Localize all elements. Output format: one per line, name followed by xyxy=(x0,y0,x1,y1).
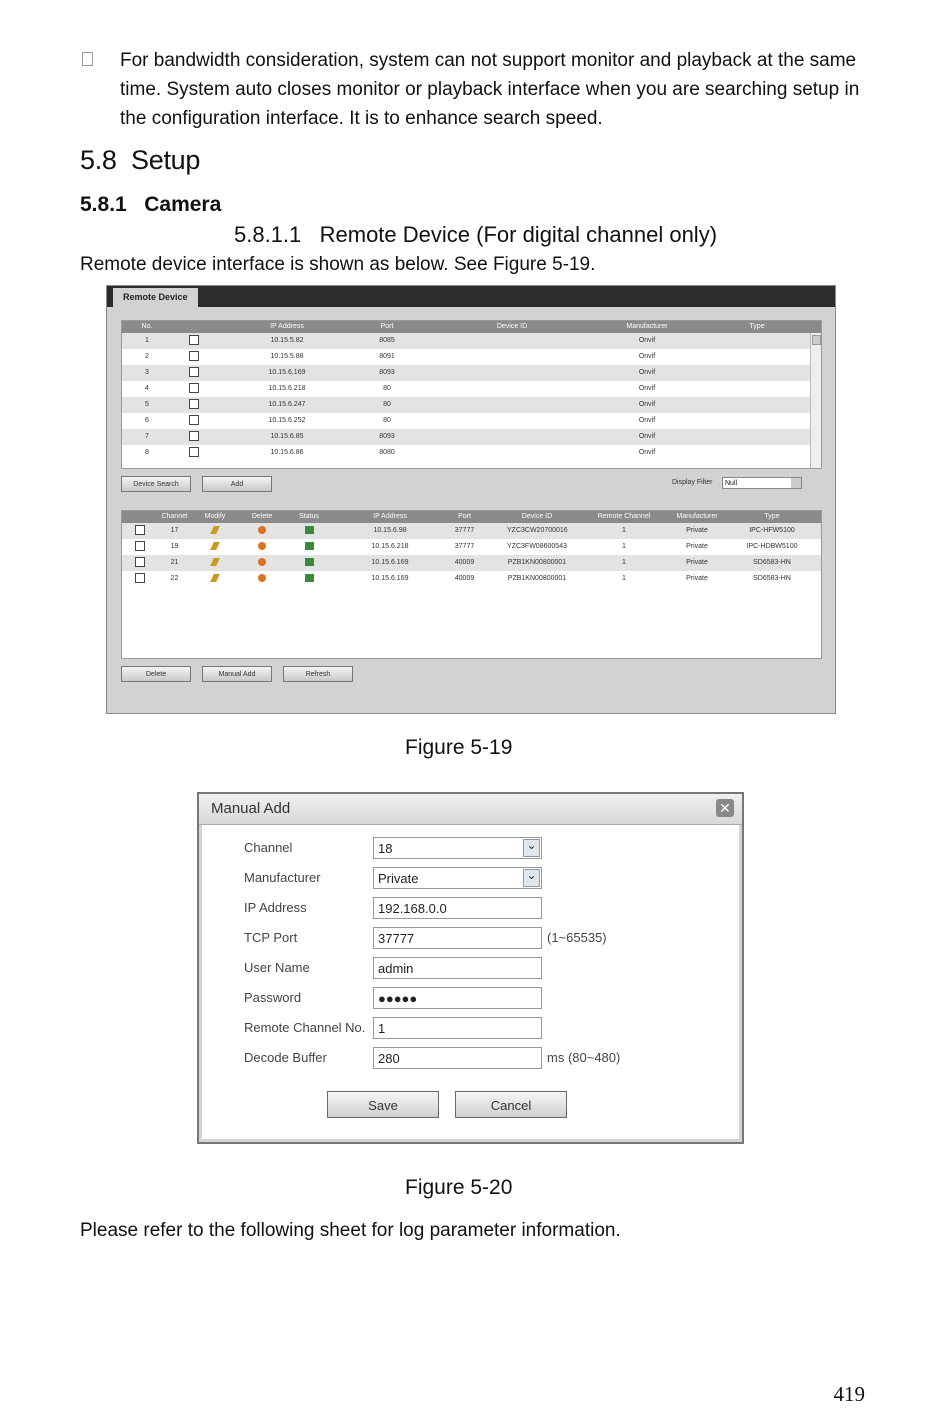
col-ip: IP Address xyxy=(270,323,304,330)
search-rows xyxy=(122,333,821,461)
added-device-row[interactable] xyxy=(122,555,821,571)
delete-icon[interactable] xyxy=(258,526,266,534)
status-icon xyxy=(305,558,314,566)
row-port: 80 xyxy=(383,417,391,424)
row-ip: 10.15.6.252 xyxy=(268,417,306,424)
delete-icon-cell[interactable] xyxy=(247,571,277,587)
modify-icon-cell[interactable] xyxy=(200,523,230,539)
ip-address-input[interactable]: 192.168.0.0 xyxy=(373,897,542,919)
col-no: No. xyxy=(141,323,153,330)
row-device-id: PZB1KN00800001 xyxy=(507,559,567,566)
row-ip: 10.15.6.85 xyxy=(270,433,304,440)
col-port: Port xyxy=(380,323,394,330)
delete-icon[interactable] xyxy=(258,574,266,582)
row-checkbox[interactable] xyxy=(184,381,204,397)
top-bar xyxy=(107,286,835,307)
delete-icon-cell[interactable] xyxy=(247,523,277,539)
modify-icon-cell[interactable] xyxy=(200,571,230,587)
dialog-title: Manual Add xyxy=(211,800,291,817)
col-remote-channel: Remote Channel xyxy=(597,513,651,520)
manufacturer-select[interactable]: Private ⌄ xyxy=(373,867,542,889)
row-port: 37777 xyxy=(454,527,475,534)
decode-buffer-label: Decode Buffer xyxy=(244,1050,327,1065)
subsubsection-title: Remote Device (For digital channel only) xyxy=(319,222,718,247)
row-ip: 10.15.6.86 xyxy=(270,449,304,456)
row-port: 8093 xyxy=(379,369,395,376)
search-row[interactable] xyxy=(122,413,821,429)
row-no: 4 xyxy=(145,385,149,392)
checkbox-icon[interactable] xyxy=(189,415,199,425)
row-manufacturer: Onvif xyxy=(638,369,656,376)
checkbox-icon[interactable] xyxy=(189,431,199,441)
col-channel: Channel xyxy=(161,513,188,520)
cancel-button[interactable]: Cancel xyxy=(455,1091,567,1118)
row-checkbox[interactable] xyxy=(184,333,204,349)
search-row[interactable] xyxy=(122,365,821,381)
search-row[interactable] xyxy=(122,333,821,349)
remote-device-screenshot xyxy=(106,285,836,714)
search-row[interactable] xyxy=(122,381,821,397)
row-device-id: YZC3CW20700016 xyxy=(507,527,568,534)
tcp-port-input[interactable]: 37777 xyxy=(373,927,542,949)
row-channel: 21 xyxy=(170,559,179,566)
row-checkbox[interactable] xyxy=(132,539,147,555)
row-no: 8 xyxy=(145,449,149,456)
row-manufacturer: Onvif xyxy=(638,449,656,456)
status-icon-cell xyxy=(294,555,324,571)
row-ip: 10.15.6.218 xyxy=(371,543,409,550)
row-manufacturer: Onvif xyxy=(638,385,656,392)
row-ip: 10.15.6.169 xyxy=(268,369,306,376)
row-type: SD6583-HN xyxy=(753,575,791,582)
row-checkbox[interactable] xyxy=(184,413,204,429)
row-channel: 19 xyxy=(170,543,179,550)
row-manufacturer: Onvif xyxy=(638,353,656,360)
row-ip: 10.15.6.247 xyxy=(268,401,306,408)
checkbox-icon[interactable] xyxy=(189,399,199,409)
row-no: 1 xyxy=(145,337,149,344)
close-icon[interactable]: ✕ xyxy=(716,799,734,817)
remote-channel-label: Remote Channel No. xyxy=(244,1020,366,1035)
row-channel: 22 xyxy=(170,575,179,582)
row-remote-channel: 1 xyxy=(622,559,626,566)
row-checkbox[interactable] xyxy=(132,571,147,587)
checkbox-icon[interactable] xyxy=(135,525,145,535)
row-port: 8080 xyxy=(379,449,395,456)
password-label: Password xyxy=(244,990,302,1005)
col-added-manufacturer: Manufacturer xyxy=(676,513,718,520)
subsubsection-number: 5.8.1.1 xyxy=(234,222,302,247)
section-number: 5.8 xyxy=(80,145,117,175)
edit-icon[interactable] xyxy=(210,526,220,534)
subsection-number: 5.8.1 xyxy=(80,193,127,216)
subsubsection-heading xyxy=(234,222,717,248)
section-heading xyxy=(80,145,200,176)
ip-address-label: IP Address xyxy=(244,900,307,915)
row-remote-channel: 1 xyxy=(622,575,626,582)
device-search-button[interactable]: Device Search xyxy=(121,476,191,492)
row-manufacturer: Private xyxy=(686,543,708,550)
checkbox-icon[interactable] xyxy=(189,447,199,457)
manufacturer-label: Manufacturer xyxy=(244,870,321,885)
bandwidth-note xyxy=(80,46,880,133)
status-icon xyxy=(305,574,314,582)
added-device-row[interactable] xyxy=(122,523,821,539)
square-bullet-icon xyxy=(82,52,93,66)
row-port: 40009 xyxy=(454,575,475,582)
row-port: 80 xyxy=(383,401,391,408)
user-name-label: User Name xyxy=(244,960,310,975)
delete-icon[interactable] xyxy=(258,542,266,550)
status-icon-cell xyxy=(294,523,324,539)
channel-select[interactable]: 18 ⌄ xyxy=(373,837,542,859)
checkbox-icon[interactable] xyxy=(189,351,199,361)
row-manufacturer: Private xyxy=(686,559,708,566)
search-row[interactable] xyxy=(122,349,821,365)
search-results-grid xyxy=(121,320,822,469)
edit-icon[interactable] xyxy=(210,574,220,582)
checkbox-icon[interactable] xyxy=(135,541,145,551)
added-devices-grid xyxy=(121,510,822,659)
page-number: 419 xyxy=(833,1382,865,1406)
col-type: Type xyxy=(749,323,765,330)
decode-buffer-input[interactable]: 280 xyxy=(373,1047,542,1069)
add-button[interactable]: Add xyxy=(202,476,272,492)
search-grid-scrollbar[interactable] xyxy=(810,333,821,468)
row-channel: 17 xyxy=(170,527,179,534)
row-checkbox[interactable] xyxy=(132,523,147,539)
manual-add-dialog xyxy=(197,792,744,1144)
row-type: IPC-HDBW5100 xyxy=(746,543,798,550)
row-no: 6 xyxy=(145,417,149,424)
delete-icon-cell[interactable] xyxy=(247,555,277,571)
row-checkbox[interactable] xyxy=(184,365,204,381)
row-port: 8085 xyxy=(379,337,395,344)
channel-label: Channel xyxy=(244,840,293,855)
row-no: 5 xyxy=(145,401,149,408)
row-port: 8093 xyxy=(379,433,395,440)
col-added-ip: IP Address xyxy=(373,513,407,520)
row-checkbox[interactable] xyxy=(184,445,204,461)
status-icon xyxy=(305,526,314,534)
search-row[interactable] xyxy=(122,397,821,413)
delete-icon-cell[interactable] xyxy=(247,539,277,555)
row-port: 37777 xyxy=(454,543,475,550)
edit-icon[interactable] xyxy=(210,542,220,550)
password-input[interactable]: ●●●●● xyxy=(373,987,542,1009)
checkbox-icon[interactable] xyxy=(189,367,199,377)
row-type: IPC-HFW5100 xyxy=(749,527,795,534)
figure-20-caption: Figure 5-20 xyxy=(405,1176,513,1199)
col-added-type: Type xyxy=(764,513,780,520)
added-device-row[interactable] xyxy=(122,539,821,555)
col-modify: Modify xyxy=(204,513,226,520)
checkbox-icon[interactable] xyxy=(135,573,145,583)
row-checkbox[interactable] xyxy=(184,349,204,365)
row-manufacturer: Private xyxy=(686,575,708,582)
status-icon xyxy=(305,542,314,550)
row-checkbox[interactable] xyxy=(184,429,204,445)
col-device-id: Device ID xyxy=(496,323,528,330)
col-status: Status xyxy=(299,513,319,520)
outro-paragraph: Please refer to the following sheet for log parameter information. xyxy=(80,1220,621,1241)
display-filter-label: Display Filter xyxy=(672,479,713,486)
row-device-id: PZB1KN00800001 xyxy=(507,575,567,582)
display-filter-select[interactable]: Null xyxy=(722,477,802,489)
tcp-port-label: TCP Port xyxy=(244,930,298,945)
modify-icon-cell[interactable] xyxy=(200,555,230,571)
col-added-device-id: Device ID xyxy=(521,513,553,520)
col-delete: Delete xyxy=(251,513,273,520)
search-grid-header xyxy=(122,321,821,333)
refresh-button[interactable]: Refresh xyxy=(283,666,353,682)
row-device-id: YZC3FW08600543 xyxy=(507,543,567,550)
row-manufacturer: Onvif xyxy=(638,401,656,408)
row-port: 8091 xyxy=(379,353,395,360)
manual-add-button[interactable]: Manual Add xyxy=(202,666,272,682)
row-ip: 10.15.5.88 xyxy=(270,353,304,360)
row-no: 3 xyxy=(145,369,149,376)
checkbox-icon[interactable] xyxy=(135,557,145,567)
subsection-title: Camera xyxy=(144,193,222,216)
tcp-port-hint: (1~65535) xyxy=(547,930,607,945)
row-no: 2 xyxy=(145,353,149,360)
intro-paragraph: Remote device interface is shown as below. See Figure 5-19. xyxy=(80,254,596,275)
subsection-heading xyxy=(80,193,221,217)
row-port: 40009 xyxy=(454,559,475,566)
row-checkbox[interactable] xyxy=(132,555,147,571)
user-name-input[interactable]: admin xyxy=(373,957,542,979)
modify-icon-cell[interactable] xyxy=(200,539,230,555)
row-type: SD6583-HN xyxy=(753,559,791,566)
col-manufacturer: Manufacturer xyxy=(626,323,668,330)
added-grid-header xyxy=(122,511,821,523)
checkbox-icon[interactable] xyxy=(189,383,199,393)
delete-icon[interactable] xyxy=(258,558,266,566)
row-remote-channel: 1 xyxy=(622,527,626,534)
status-icon-cell xyxy=(294,539,324,555)
remote-channel-input[interactable]: 1 xyxy=(373,1017,542,1039)
tab-remote-device[interactable]: Remote Device xyxy=(113,288,198,307)
edit-icon[interactable] xyxy=(210,558,220,566)
row-manufacturer: Private xyxy=(686,527,708,534)
row-no: 7 xyxy=(145,433,149,440)
row-port: 80 xyxy=(383,385,391,392)
dialog-titlebar xyxy=(199,794,742,825)
save-button[interactable]: Save xyxy=(327,1091,439,1118)
col-added-port: Port xyxy=(458,513,471,520)
row-ip: 10.15.6.169 xyxy=(371,575,409,582)
added-rows xyxy=(122,523,821,587)
row-ip: 10.15.6.218 xyxy=(268,385,306,392)
search-row[interactable] xyxy=(122,429,821,445)
decode-buffer-hint: ms (80~480) xyxy=(547,1050,621,1065)
section-title: Setup xyxy=(131,145,201,175)
row-ip: 10.15.6.169 xyxy=(371,559,409,566)
note-text: For bandwidth consideration, system can not support monitor and playback at the same time. System auto closes monitor or playback interface when you are searching setup in the configuration interface. It is to enhance search speed. xyxy=(120,50,860,129)
checkbox-icon[interactable] xyxy=(189,335,199,345)
figure-19-caption: Figure 5-19 xyxy=(405,736,513,759)
row-manufacturer: Onvif xyxy=(638,417,656,424)
row-manufacturer: Onvif xyxy=(638,337,656,344)
delete-button[interactable]: Delete xyxy=(121,666,191,682)
added-device-row[interactable] xyxy=(122,571,821,587)
row-remote-channel: 1 xyxy=(622,543,626,550)
search-row[interactable] xyxy=(122,445,821,461)
row-manufacturer: Onvif xyxy=(638,433,656,440)
status-icon-cell xyxy=(294,571,324,587)
row-ip: 10.15.5.82 xyxy=(270,337,304,344)
row-checkbox[interactable] xyxy=(184,397,204,413)
row-ip: 10.15.6.98 xyxy=(373,527,407,534)
